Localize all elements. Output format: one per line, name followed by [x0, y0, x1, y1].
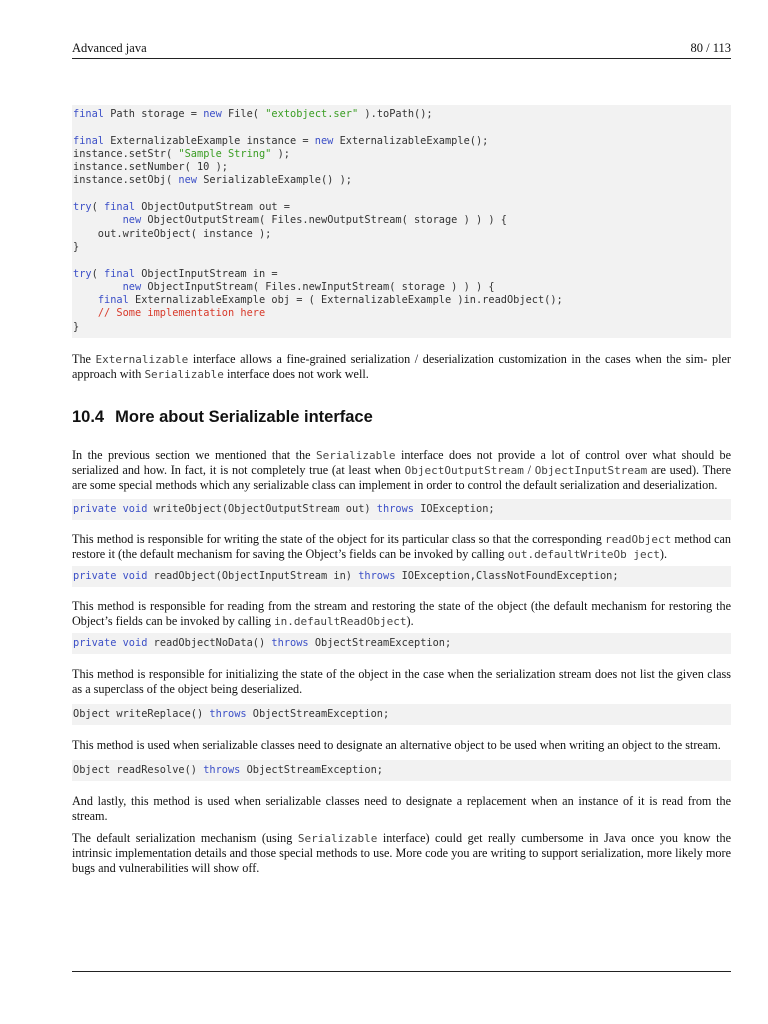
code-line	[73, 637, 730, 650]
code-keyword: private	[73, 570, 117, 582]
code-text: SerializableExample() );	[197, 174, 352, 187]
paragraph-intro: In the previous section we mentioned that the Serializable interface does not provide a lot of control over what should be serialized and how. In fact, it is not completely true (at least when ObjectOutputStream / ObjectInputStream are used). There are some special methods which any serializable class can implement in order to control the default serialization and deserialization.	[72, 448, 731, 492]
inline-code: Serializable	[316, 449, 396, 462]
code-text: writeObject(ObjectOutputStream out)	[147, 503, 377, 515]
code-text: );	[271, 147, 290, 160]
page-header	[72, 40, 731, 59]
code-keyword: private	[73, 637, 117, 649]
code-line	[73, 307, 730, 320]
code-line	[73, 241, 730, 254]
paragraph-writeobject: This method is responsible for writing the state of the object for its particular class so that the corresponding readObject method can restore it (the default mechanism for saving the Object’s fields can be invoked by calling out.defaultWriteOb ject).	[72, 532, 731, 561]
code-line	[73, 321, 730, 334]
code-text: }	[73, 320, 80, 333]
code-text: File(	[221, 108, 266, 120]
inline-code: ObjectInputStream	[534, 464, 648, 477]
code-text: Object readResolve()	[73, 764, 204, 776]
code-signature-writereplace	[72, 704, 731, 725]
paragraph-readobjectnodata: This method is responsible for initializing the state of the object in the case when the serialization stream does not list the given class as a superclass of the object being deserialized.	[72, 667, 731, 696]
code-keyword: private	[73, 503, 117, 515]
code-string: "Sample String"	[178, 147, 272, 160]
paragraph-conclusion: The default serialization mechanism (using Serializable interface) could get really cumbersome in Java once you know the intrinsic implementation details and those special methods to use. More code you are writing to support serialization, more likely more bugs and vulnerabilities will show off.	[72, 831, 731, 875]
page-content	[72, 105, 731, 876]
inline-code: ObjectOutputStream	[404, 464, 524, 477]
page-number: 80 / 113	[690, 41, 731, 55]
code-text: instance.setStr(	[73, 147, 179, 160]
code-block-externalizable-example	[72, 105, 731, 338]
code-text: ObjectOutputStream( Files.newOutputStream( storage ) ) ) {	[141, 214, 507, 227]
code-text: (	[91, 267, 105, 280]
code-text: ObjectInputStream( Files.newInputStream( storage ) ) ) {	[141, 280, 495, 293]
code-line	[73, 174, 730, 187]
code-line	[73, 708, 730, 721]
inline-code: out.defaultWriteOb ject	[507, 548, 660, 561]
code-text: IOException,ClassNotFoundException;	[395, 570, 619, 582]
code-text: ExternalizableExample obj = ( ExternalizableExample )in.readObject();	[128, 294, 563, 307]
code-keyword: new	[122, 280, 142, 293]
code-line	[73, 161, 730, 174]
document-title: Advanced java	[72, 41, 147, 55]
code-text: readObject(ObjectInputStream in)	[147, 570, 359, 582]
code-text: instance.setNumber( 10 );	[73, 161, 228, 174]
code-keyword: new	[178, 174, 197, 187]
code-keyword: try	[73, 267, 92, 280]
code-keyword: new	[314, 134, 334, 147]
code-line	[73, 294, 730, 307]
code-text: ObjectStreamException;	[246, 708, 390, 720]
section-number: 10.4	[72, 408, 105, 426]
code-keyword: final	[97, 294, 129, 307]
code-line	[73, 148, 730, 161]
code-line	[73, 135, 730, 148]
code-signature-writeobject	[72, 499, 731, 520]
code-signature-readobjectnodata	[72, 633, 731, 654]
code-text: out.writeObject( instance );	[73, 227, 272, 240]
paragraph-externalizable: The Externalizable interface allows a fine-grained serialization / deserialization customization in the cases when the sim- pler approach with Serializable interface does not work well.	[72, 352, 731, 381]
code-text: ).toPath();	[358, 108, 433, 120]
code-keyword: throws	[358, 570, 396, 582]
code-line	[73, 108, 730, 121]
code-line	[73, 254, 730, 267]
inline-code: Serializable	[297, 832, 378, 845]
code-text: (	[91, 201, 105, 214]
code-keyword: void	[122, 503, 148, 515]
footer-rule	[72, 971, 731, 972]
code-line	[73, 228, 730, 241]
inline-code: readObject	[604, 533, 672, 546]
code-text: ObjectStreamException;	[308, 637, 452, 649]
code-text: ExternalizableExample();	[333, 134, 489, 147]
code-line	[73, 764, 730, 777]
code-text	[73, 281, 123, 293]
code-text: IOException;	[414, 503, 495, 515]
code-text: ObjectInputStream in =	[135, 267, 278, 280]
code-keyword: new	[122, 214, 142, 227]
code-text	[73, 294, 98, 306]
code-keyword: throws	[376, 503, 414, 515]
code-string: "extobject.ser"	[265, 108, 359, 120]
code-line	[73, 188, 730, 201]
code-keyword: final	[73, 134, 104, 147]
inline-code: in.defaultReadObject	[274, 615, 407, 628]
code-keyword: void	[122, 570, 148, 582]
code-text: ObjectStreamException;	[240, 764, 383, 776]
code-keyword: final	[104, 201, 136, 214]
code-text	[73, 214, 123, 226]
section-heading	[72, 408, 731, 427]
code-line	[73, 201, 730, 214]
code-text: ExternalizableExample instance =	[104, 134, 315, 147]
code-line	[73, 570, 730, 583]
paragraph-readobject: This method is responsible for reading from the stream and restoring the state of the object (the default mechanism for restoring the Object’s fields can be invoked by calling in.defaultReadObject).	[72, 599, 731, 628]
code-keyword: void	[122, 637, 148, 649]
code-keyword: throws	[203, 764, 241, 776]
inline-code: Serializable	[144, 368, 224, 381]
code-keyword: throws	[209, 708, 247, 720]
code-keyword: try	[73, 201, 92, 214]
code-comment: // Some implementation here	[97, 307, 266, 320]
code-line	[73, 281, 730, 294]
code-text	[73, 307, 98, 319]
inline-code: Externalizable	[95, 353, 189, 366]
code-signature-readresolve	[72, 760, 731, 781]
code-signature-readobject	[72, 566, 731, 587]
code-text: Path storage =	[104, 108, 204, 120]
code-text: }	[73, 240, 80, 253]
code-keyword: final	[104, 267, 136, 280]
code-line	[73, 121, 730, 134]
code-line	[73, 503, 730, 516]
code-keyword: new	[203, 108, 222, 120]
code-line	[73, 268, 730, 281]
code-line	[73, 214, 730, 227]
code-text: readObjectNoData()	[147, 637, 272, 649]
code-text: instance.setObj(	[73, 174, 179, 187]
paragraph-readresolve: And lastly, this method is used when serializable classes need to designate a replacement when an instance of it is read from the stream.	[72, 794, 731, 823]
code-keyword: throws	[271, 637, 309, 649]
paragraph-writereplace: This method is used when serializable classes need to designate an alternative object to be used when writing an object to the stream.	[72, 738, 721, 752]
section-title: More about Serializable interface	[115, 408, 373, 426]
code-text: ObjectOutputStream out =	[135, 201, 290, 214]
code-keyword: final	[73, 108, 104, 120]
code-text: Object writeReplace()	[73, 708, 210, 720]
